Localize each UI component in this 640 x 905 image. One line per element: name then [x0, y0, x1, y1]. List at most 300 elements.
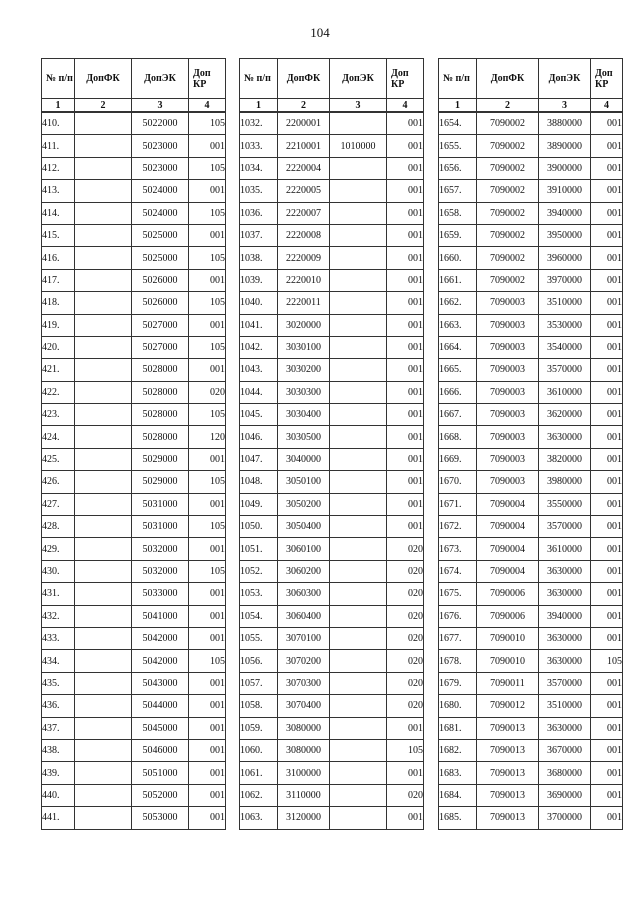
row-number-cell: 1655. [439, 135, 477, 157]
dop-fk-cell [75, 695, 132, 717]
header-num [42, 59, 75, 99]
dop-fk-cell [75, 762, 132, 784]
table-row [42, 650, 226, 672]
dop-ek-cell: 5043000 [132, 672, 189, 694]
dop-ek-cell [330, 448, 387, 470]
column-number: 2 [278, 99, 330, 113]
row-number-cell: 1678. [439, 650, 477, 672]
dop-fk-cell: 7090003 [477, 336, 539, 358]
dop-fk-cell: 3050200 [278, 493, 330, 515]
dop-fk-cell: 7090003 [477, 381, 539, 403]
dop-fk-cell: 7090013 [477, 807, 539, 829]
dop-ek-cell: 3690000 [539, 784, 591, 806]
dop-ek-cell: 3940000 [539, 202, 591, 224]
dop-fk-cell: 3030400 [278, 404, 330, 426]
table-row [42, 471, 226, 493]
dop-fk-cell: 3050400 [278, 516, 330, 538]
dop-ek-cell: 3540000 [539, 336, 591, 358]
row-number-cell: 1060. [240, 739, 278, 761]
dop-fk-cell [75, 672, 132, 694]
dop-kr-cell: 001 [387, 157, 424, 179]
dop-fk-cell: 2220009 [278, 247, 330, 269]
row-number-cell: 1043. [240, 359, 278, 381]
dop-kr-cell: 001 [591, 314, 623, 336]
dop-ek-cell [330, 247, 387, 269]
dop-fk-cell: 7090010 [477, 650, 539, 672]
dop-fk-cell: 2220008 [278, 224, 330, 246]
table-row [240, 336, 424, 358]
column-number-row [42, 99, 226, 113]
dop-fk-cell: 7090006 [477, 583, 539, 605]
table-row [42, 224, 226, 246]
table-row [240, 493, 424, 515]
dop-fk-cell: 3060100 [278, 538, 330, 560]
row-number-cell: 1682. [439, 739, 477, 761]
dop-kr-cell: 001 [387, 314, 424, 336]
row-number-cell: 1037. [240, 224, 278, 246]
dop-ek-cell: 3630000 [539, 717, 591, 739]
dop-kr-cell: 001 [387, 135, 424, 157]
table-row [42, 135, 226, 157]
table-row [42, 717, 226, 739]
dop-fk-cell: 7090012 [477, 695, 539, 717]
page-number: 104 [310, 25, 330, 40]
dop-kr-cell: 001 [387, 180, 424, 202]
table-row [42, 314, 226, 336]
row-number-cell: 1677. [439, 627, 477, 649]
dop-ek-cell: 3950000 [539, 224, 591, 246]
dop-kr-cell: 001 [387, 426, 424, 448]
dop-kr-cell: 001 [591, 180, 623, 202]
dop-ek-cell [330, 493, 387, 515]
table-row [240, 448, 424, 470]
row-number-cell: 1683. [439, 762, 477, 784]
dop-kr-cell: 001 [387, 112, 424, 135]
dop-kr-cell: 001 [189, 269, 226, 291]
dop-kr-cell: 001 [591, 471, 623, 493]
dop-kr-cell: 001 [387, 807, 424, 829]
dop-ek-cell [330, 807, 387, 829]
table-row [439, 605, 623, 627]
dop-kr-cell: 105 [189, 247, 226, 269]
dop-ek-cell: 5022000 [132, 112, 189, 135]
table-row [240, 650, 424, 672]
dop-ek-cell: 5031000 [132, 493, 189, 515]
dop-fk-cell: 3070400 [278, 695, 330, 717]
row-number-cell: 1054. [240, 605, 278, 627]
header-kr-label: Доп КР [391, 67, 409, 90]
dop-fk-cell [75, 180, 132, 202]
dop-ek-cell [330, 157, 387, 179]
row-number-cell: 1058. [240, 695, 278, 717]
dop-kr-cell: 020 [387, 695, 424, 717]
table-row [42, 493, 226, 515]
row-number-cell: 424. [42, 426, 75, 448]
row-number-cell: 422. [42, 381, 75, 403]
dop-fk-cell [75, 381, 132, 403]
table-row [439, 448, 623, 470]
dop-kr-cell: 001 [189, 717, 226, 739]
table-row [439, 650, 623, 672]
table-row [439, 180, 623, 202]
dop-ek-cell [330, 516, 387, 538]
header-row [439, 59, 623, 99]
table-row [439, 336, 623, 358]
row-number-cell: 1684. [439, 784, 477, 806]
row-number-cell: 1049. [240, 493, 278, 515]
dop-ek-cell [330, 202, 387, 224]
dop-fk-cell: 3050100 [278, 471, 330, 493]
dop-kr-cell: 001 [591, 807, 623, 829]
dop-kr-cell: 001 [387, 493, 424, 515]
table-row [240, 471, 424, 493]
row-number-cell: 1036. [240, 202, 278, 224]
dop-fk-cell: 7090013 [477, 784, 539, 806]
table-row [439, 516, 623, 538]
row-number-cell: 1668. [439, 426, 477, 448]
table-row [42, 202, 226, 224]
dop-ek-cell: 3570000 [539, 516, 591, 538]
dop-ek-cell [330, 471, 387, 493]
dop-ek-cell: 5046000 [132, 739, 189, 761]
row-number-cell: 415. [42, 224, 75, 246]
table-row [439, 739, 623, 761]
row-number-cell: 1657. [439, 180, 477, 202]
dop-ek-cell [330, 672, 387, 694]
dop-kr-cell: 001 [189, 672, 226, 694]
dop-ek-cell: 5024000 [132, 180, 189, 202]
dop-fk-cell [75, 359, 132, 381]
dop-ek-cell: 5031000 [132, 516, 189, 538]
dop-kr-cell: 001 [387, 448, 424, 470]
dop-fk-cell: 3070300 [278, 672, 330, 694]
dop-ek-cell: 3510000 [539, 695, 591, 717]
dop-fk-cell: 7090003 [477, 359, 539, 381]
dop-ek-cell: 5053000 [132, 807, 189, 829]
dop-ek-cell: 3630000 [539, 426, 591, 448]
dop-kr-cell: 020 [387, 560, 424, 582]
dop-kr-cell: 105 [591, 650, 623, 672]
row-number-cell: 1061. [240, 762, 278, 784]
dop-fk-cell: 7090002 [477, 247, 539, 269]
row-number-cell: 434. [42, 650, 75, 672]
dop-kr-cell: 001 [387, 202, 424, 224]
dop-fk-cell [75, 404, 132, 426]
dop-fk-cell: 7090003 [477, 471, 539, 493]
column-number: 4 [189, 99, 226, 113]
header-fk: ДопФК [278, 59, 330, 99]
row-number-cell: 1673. [439, 538, 477, 560]
table-row [439, 202, 623, 224]
dop-ek-cell: 3630000 [539, 650, 591, 672]
dop-ek-cell: 5025000 [132, 224, 189, 246]
dop-kr-cell: 001 [387, 336, 424, 358]
row-number-cell: 1059. [240, 717, 278, 739]
dop-kr-cell: 105 [189, 560, 226, 582]
dop-kr-cell: 001 [591, 359, 623, 381]
table-row [439, 269, 623, 291]
dop-kr-cell: 105 [387, 739, 424, 761]
dop-fk-cell [75, 112, 132, 135]
table-row [439, 314, 623, 336]
dop-fk-cell: 3060400 [278, 605, 330, 627]
dop-kr-cell: 105 [189, 157, 226, 179]
dop-ek-cell: 5029000 [132, 471, 189, 493]
row-number-cell: 1685. [439, 807, 477, 829]
dop-ek-cell [330, 538, 387, 560]
dop-kr-cell: 120 [189, 426, 226, 448]
column-number: 2 [75, 99, 132, 113]
dop-fk-cell [75, 292, 132, 314]
row-number-cell: 425. [42, 448, 75, 470]
table-row [439, 112, 623, 135]
header-kr-label: Доп КР [595, 67, 613, 90]
row-number-cell: 1656. [439, 157, 477, 179]
dop-ek-cell [330, 739, 387, 761]
table-row [240, 247, 424, 269]
table-row [439, 292, 623, 314]
dop-ek-cell [330, 695, 387, 717]
row-number-cell: 1056. [240, 650, 278, 672]
table-row [240, 404, 424, 426]
dop-fk-cell: 2220005 [278, 180, 330, 202]
row-number-cell: 1679. [439, 672, 477, 694]
dop-ek-cell: 5028000 [132, 359, 189, 381]
dop-fk-cell: 3120000 [278, 807, 330, 829]
dop-kr-cell: 020 [387, 627, 424, 649]
dop-kr-cell: 001 [591, 784, 623, 806]
header-kr [591, 59, 623, 99]
column-number: 4 [387, 99, 424, 113]
table-row [439, 381, 623, 403]
column-number: 1 [439, 99, 477, 113]
row-number-cell: 420. [42, 336, 75, 358]
table-row [240, 807, 424, 829]
column-number-row [240, 99, 424, 113]
header-num-label: № п/п [46, 73, 73, 84]
column-number-row [439, 99, 623, 113]
dop-fk-cell: 7090013 [477, 717, 539, 739]
dop-kr-cell: 001 [189, 762, 226, 784]
row-number-cell: 414. [42, 202, 75, 224]
dop-ek-cell: 3880000 [539, 112, 591, 135]
dop-ek-cell: 3890000 [539, 135, 591, 157]
row-number-cell: 1658. [439, 202, 477, 224]
table-row [42, 381, 226, 403]
dop-ek-cell: 3910000 [539, 180, 591, 202]
dop-kr-cell: 105 [189, 292, 226, 314]
table-row [439, 560, 623, 582]
row-number-cell: 1664. [439, 336, 477, 358]
row-number-cell: 1047. [240, 448, 278, 470]
dop-fk-cell: 7090004 [477, 538, 539, 560]
dop-ek-cell: 3630000 [539, 583, 591, 605]
dop-fk-cell [75, 627, 132, 649]
row-number-cell: 412. [42, 157, 75, 179]
table-row [439, 695, 623, 717]
row-number-cell: 1045. [240, 404, 278, 426]
row-number-cell: 438. [42, 739, 75, 761]
table-row [42, 807, 226, 829]
table-row [240, 627, 424, 649]
table-row [42, 336, 226, 358]
row-number-cell: 423. [42, 404, 75, 426]
row-number-cell: 441. [42, 807, 75, 829]
dop-ek-cell [330, 583, 387, 605]
dop-ek-cell [330, 112, 387, 135]
dop-kr-cell: 105 [189, 112, 226, 135]
dop-fk-cell [75, 650, 132, 672]
dop-fk-cell: 3030500 [278, 426, 330, 448]
dop-kr-cell: 020 [387, 605, 424, 627]
row-number-cell: 1661. [439, 269, 477, 291]
dop-kr-cell: 020 [387, 538, 424, 560]
row-number-cell: 1671. [439, 493, 477, 515]
dop-kr-cell: 001 [189, 605, 226, 627]
row-number-cell: 426. [42, 471, 75, 493]
dop-fk-cell: 7090013 [477, 739, 539, 761]
row-number-cell: 1680. [439, 695, 477, 717]
dop-kr-cell: 001 [591, 717, 623, 739]
row-number-cell: 1659. [439, 224, 477, 246]
dop-kr-cell: 001 [387, 247, 424, 269]
row-number-cell: 1063. [240, 807, 278, 829]
column-number: 3 [539, 99, 591, 113]
dop-ek-cell: 3980000 [539, 471, 591, 493]
row-number-cell: 1042. [240, 336, 278, 358]
dop-fk-cell: 7090011 [477, 672, 539, 694]
row-number-cell: 439. [42, 762, 75, 784]
dop-kr-cell: 001 [189, 538, 226, 560]
dop-fk-cell: 3030300 [278, 381, 330, 403]
table-row [240, 605, 424, 627]
dop-kr-cell: 001 [591, 135, 623, 157]
dop-ek-cell: 5026000 [132, 292, 189, 314]
dop-kr-cell: 001 [591, 516, 623, 538]
row-number-cell: 1050. [240, 516, 278, 538]
dop-ek-cell: 5028000 [132, 381, 189, 403]
dop-kr-cell: 001 [591, 695, 623, 717]
dop-kr-cell: 105 [189, 650, 226, 672]
table-row [42, 739, 226, 761]
row-number-cell: 1053. [240, 583, 278, 605]
dop-kr-cell: 001 [189, 784, 226, 806]
row-number-cell: 431. [42, 583, 75, 605]
dop-ek-cell: 5044000 [132, 695, 189, 717]
dop-kr-cell: 105 [189, 404, 226, 426]
dop-ek-cell: 3820000 [539, 448, 591, 470]
dop-ek-cell [330, 180, 387, 202]
dop-ek-cell: 5028000 [132, 426, 189, 448]
row-number-cell: 1675. [439, 583, 477, 605]
row-number-cell: 432. [42, 605, 75, 627]
row-number-cell: 418. [42, 292, 75, 314]
dop-kr-cell: 020 [387, 650, 424, 672]
dop-fk-cell [75, 202, 132, 224]
row-number-cell: 1035. [240, 180, 278, 202]
dop-kr-cell: 001 [189, 448, 226, 470]
table-row [439, 404, 623, 426]
dop-ek-cell: 5029000 [132, 448, 189, 470]
table-row [42, 583, 226, 605]
dop-fk-cell: 3080000 [278, 739, 330, 761]
table-row [439, 807, 623, 829]
row-number-cell: 1034. [240, 157, 278, 179]
dop-ek-cell: 5023000 [132, 157, 189, 179]
dop-fk-cell [75, 807, 132, 829]
dop-ek-cell: 1010000 [330, 135, 387, 157]
row-number-cell: 1674. [439, 560, 477, 582]
row-number-cell: 1038. [240, 247, 278, 269]
table-row [439, 762, 623, 784]
column-number: 1 [42, 99, 75, 113]
dop-kr-cell: 001 [591, 627, 623, 649]
dop-kr-cell: 001 [591, 247, 623, 269]
table-row [439, 627, 623, 649]
dop-fk-cell: 3100000 [278, 762, 330, 784]
table-row [42, 627, 226, 649]
dop-fk-cell [75, 426, 132, 448]
table-row [42, 426, 226, 448]
dop-fk-cell [75, 538, 132, 560]
dop-ek-cell [330, 381, 387, 403]
dop-ek-cell: 5027000 [132, 314, 189, 336]
table-row [439, 717, 623, 739]
dop-fk-cell: 7090004 [477, 493, 539, 515]
row-number-cell: 1669. [439, 448, 477, 470]
code-table-3 [438, 58, 623, 830]
row-number-cell: 427. [42, 493, 75, 515]
dop-ek-cell: 5025000 [132, 247, 189, 269]
dop-ek-cell: 3620000 [539, 404, 591, 426]
dop-kr-cell: 001 [591, 605, 623, 627]
row-number-cell: 428. [42, 516, 75, 538]
row-number-cell: 413. [42, 180, 75, 202]
dop-fk-cell [75, 471, 132, 493]
table-row [240, 695, 424, 717]
row-number-cell: 1052. [240, 560, 278, 582]
dop-kr-cell: 001 [189, 583, 226, 605]
dop-kr-cell: 001 [189, 314, 226, 336]
table-row [240, 717, 424, 739]
table-row [240, 784, 424, 806]
dop-ek-cell [330, 605, 387, 627]
dop-fk-cell: 3060200 [278, 560, 330, 582]
dop-kr-cell: 001 [591, 404, 623, 426]
dop-fk-cell: 7090003 [477, 314, 539, 336]
dop-kr-cell: 001 [189, 493, 226, 515]
dop-kr-cell: 001 [387, 359, 424, 381]
dop-ek-cell: 3970000 [539, 269, 591, 291]
dop-ek-cell [330, 762, 387, 784]
dop-ek-cell: 5028000 [132, 404, 189, 426]
row-number-cell: 430. [42, 560, 75, 582]
dop-ek-cell: 3670000 [539, 739, 591, 761]
table-row [240, 426, 424, 448]
table-row [240, 157, 424, 179]
table-row [240, 202, 424, 224]
dop-kr-cell: 020 [387, 784, 424, 806]
dop-ek-cell: 5024000 [132, 202, 189, 224]
table-row [42, 560, 226, 582]
dop-fk-cell: 2220010 [278, 269, 330, 291]
dop-fk-cell: 7090003 [477, 292, 539, 314]
code-table-1 [41, 58, 226, 830]
table-row [439, 224, 623, 246]
dop-fk-cell: 7090002 [477, 157, 539, 179]
row-number-cell: 416. [42, 247, 75, 269]
dop-kr-cell: 001 [189, 135, 226, 157]
